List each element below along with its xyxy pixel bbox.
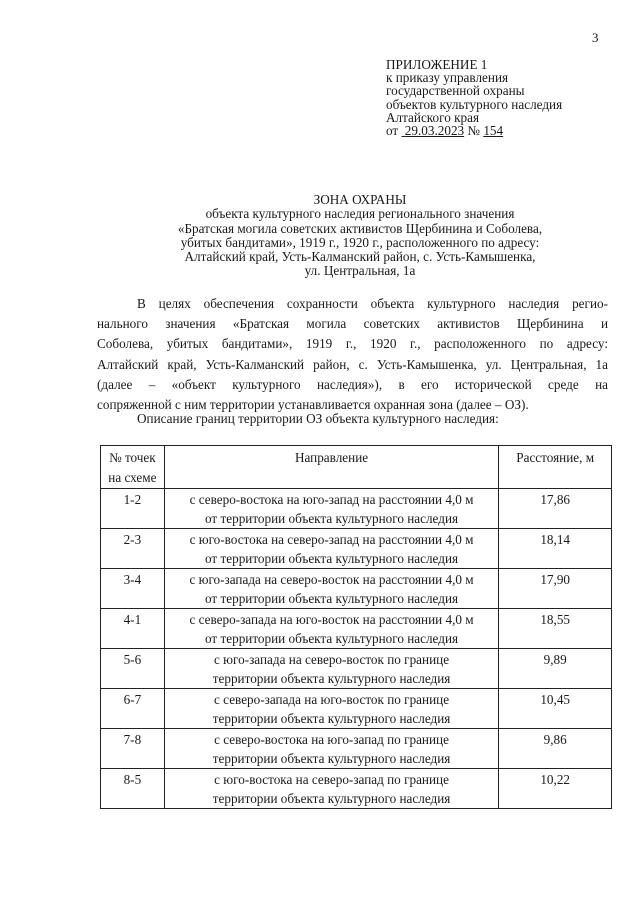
cell-distance: 17,86 [499, 489, 612, 529]
cell-distance: 9,86 [499, 729, 612, 769]
appendix-line: объектов культурного наследия [386, 96, 563, 112]
cell-points: 6-7 [101, 689, 165, 729]
cell-points: 3-4 [101, 569, 165, 609]
table-row [101, 729, 612, 769]
title-line: Алтайский край, Усть-Калманский район, с. Усть-Камышенка, [184, 249, 536, 265]
paragraph-line: Соболева, убитых бандитами», 1919 г., 1920 г., расположенного по адресу: [97, 336, 608, 352]
cell-distance: 18,14 [499, 529, 612, 569]
order-date: 29.03.2023 [404, 123, 465, 139]
table-caption: Описание границ территории ОЗ объекта культурного наследия: [137, 411, 499, 426]
body-paragraph [97, 294, 608, 415]
table-row [101, 649, 612, 689]
title-line: «Братская могила советских активистов Щербинина и Соболева, [177, 220, 543, 236]
date-prefix: от [386, 123, 399, 139]
table-row [101, 569, 612, 609]
cell-points: 2-3 [101, 529, 165, 569]
cell-points: 8-5 [101, 769, 165, 809]
title-line: убитых бандитами», 1919 г., 1920 г., расположенного по адресу: [180, 234, 540, 250]
cell-direction: с юго-востока на северо-запад по границе территории объекта культурного наследия [164, 769, 499, 809]
appendix-line: Алтайского края [386, 109, 480, 125]
cell-points: 1-2 [101, 489, 165, 529]
appendix-line: к приказу управления [386, 70, 509, 86]
document-title [110, 193, 610, 279]
order-number: 154 [483, 123, 504, 139]
table-row [101, 689, 612, 729]
cell-distance: 9,89 [499, 649, 612, 689]
appendix-title: ПРИЛОЖЕНИЕ 1 [386, 57, 488, 72]
paragraph-line: Алтайский край, Усть-Калманский район, с. Усть-Камышенка, ул. Центральная, 1а [97, 356, 608, 372]
cell-distance: 17,90 [499, 569, 612, 609]
title-line: объекта культурного наследия регионального значения [205, 206, 515, 222]
cell-direction: с северо-запада на юго-восток по границе территории объекта культурного наследия [164, 689, 499, 729]
header-points: № точек на схеме [101, 446, 165, 489]
cell-direction: с юго-запада на северо-восток по границе территории объекта культурного наследия [164, 649, 499, 689]
cell-direction: с северо-востока на юго-запад по границе территории объекта культурного наследия [164, 729, 499, 769]
title-line: ул. Центральная, 1а [304, 263, 416, 279]
table-row [101, 489, 612, 529]
cell-direction: с юго-востока на северо-запад на расстоянии 4,0 м от территории объекта культурного наследия [164, 529, 499, 569]
table-header-row [101, 446, 612, 489]
cell-distance: 10,22 [499, 769, 612, 809]
paragraph-line: В целях обеспечения сохранности объекта культурного наследия регио- [137, 296, 608, 311]
appendix-block [386, 58, 562, 137]
cell-points: 5-6 [101, 649, 165, 689]
cell-distance: 10,45 [499, 689, 612, 729]
cell-points: 7-8 [101, 729, 165, 769]
paragraph-line: сопряженной с ним территории устанавливается охранная зона (далее – ОЗ). [97, 397, 529, 413]
header-distance: Расстояние, м [499, 446, 612, 489]
title-heading: ЗОНА ОХРАНЫ [313, 192, 407, 207]
table-row [101, 529, 612, 569]
cell-points: 4-1 [101, 609, 165, 649]
paragraph-line: (далее – «объект культурного наследия»), в его исторической среде на [97, 376, 608, 392]
header-direction: Направление [164, 446, 499, 489]
cell-direction: с юго-запада на северо-восток на расстоянии 4,0 м от территории объекта культурного наследия [164, 569, 499, 609]
appendix-date-line [386, 124, 562, 137]
cell-direction: с северо-востока на юго-запад на расстоянии 4,0 м от территории объекта культурного наследия [164, 489, 499, 529]
table-row [101, 769, 612, 809]
cell-distance: 18,55 [499, 609, 612, 649]
page-number: 3 [592, 30, 599, 45]
table-row [101, 609, 612, 649]
number-prefix: № [467, 123, 481, 139]
boundary-table [100, 445, 612, 809]
cell-direction: с северо-запада на юго-восток на расстоянии 4,0 м от территории объекта культурного наследия [164, 609, 499, 649]
appendix-line: государственной охраны [386, 83, 525, 99]
paragraph-line: нального значения «Братская могила советских активистов Щербинина и [97, 316, 608, 332]
